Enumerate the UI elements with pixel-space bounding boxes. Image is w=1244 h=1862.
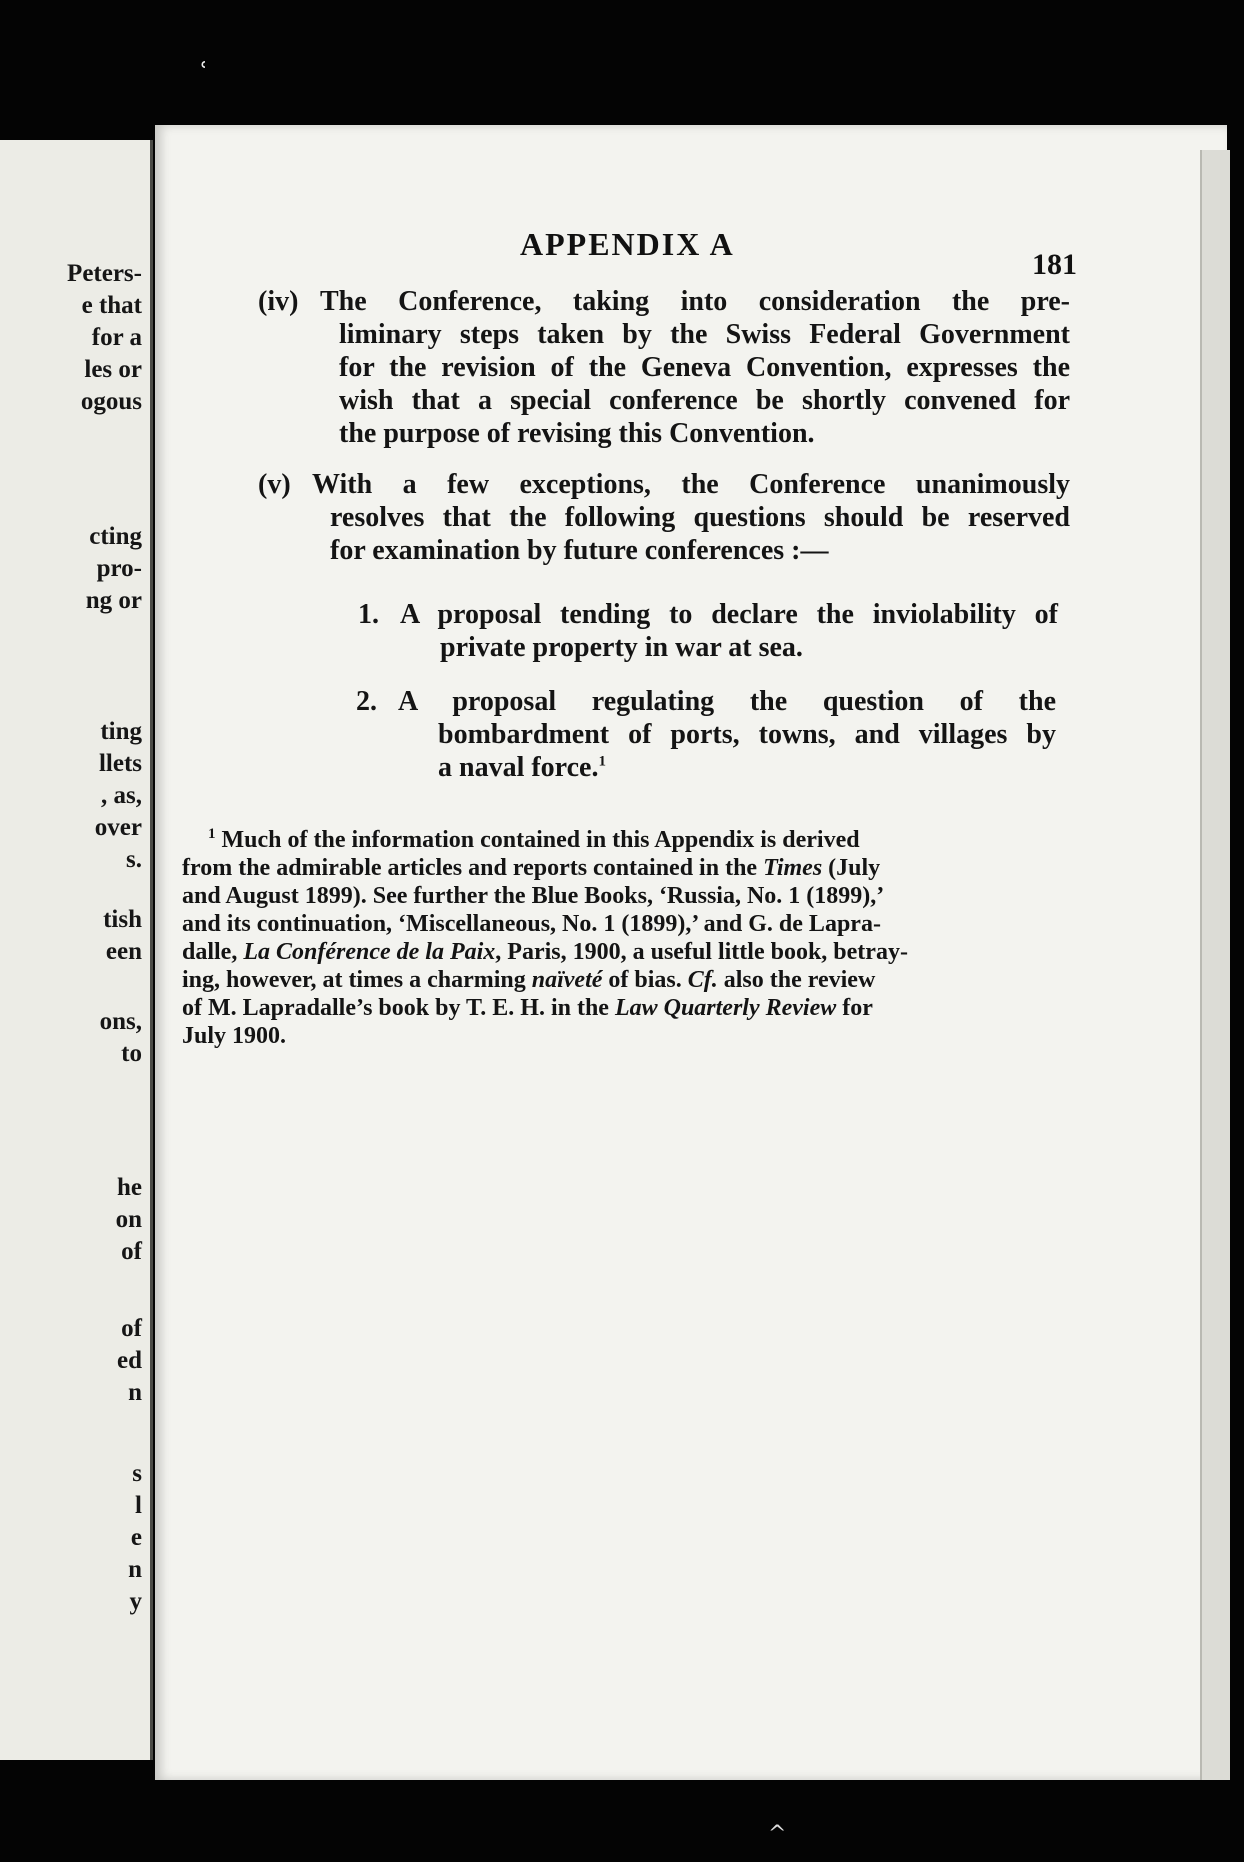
footnote-line: and August 1899). See further the Blue Books, ‘Russia, No. 1 (1899),’ — [182, 883, 885, 909]
text-line: With a few exceptions, the Conference unanimously — [312, 469, 1070, 500]
footnote-reference: 1 — [598, 753, 606, 770]
footnote-line — [182, 994, 1048, 1022]
footnote-text: for — [842, 995, 873, 1021]
left-page-line: n — [128, 1556, 142, 1583]
left-page-line: on — [115, 1206, 142, 1233]
footnote-text: dalle, — [182, 939, 238, 965]
left-page-line: s — [132, 1460, 142, 1487]
left-page-line: s. — [126, 846, 142, 873]
left-page-line: y — [129, 1588, 142, 1615]
left-page-line: he — [117, 1174, 142, 1201]
text-line: for the revision of the Geneva Convention, expresses the — [339, 352, 1070, 383]
footnote-line — [182, 854, 1048, 882]
left-page-line: pro- — [96, 555, 142, 582]
text-line: bombardment of ports, towns, and villages by — [438, 719, 1056, 750]
footnote-text: of bias. — [608, 967, 682, 993]
left-page-line: ting — [100, 718, 142, 745]
footnote — [182, 826, 1048, 1050]
previous-page-strip — [0, 140, 153, 1760]
text-line: A proposal regulating the question of the — [398, 686, 1056, 717]
text-line: resolves that the following questions should be reserved — [330, 502, 1070, 533]
footnote-text: also the review — [723, 967, 876, 993]
footnote-text: , Paris, 1900, a useful little book, betray- — [495, 939, 908, 965]
text-line: private property in war at sea. — [440, 632, 803, 663]
list-item-number: 2. — [356, 686, 377, 717]
left-page-line: ng or — [85, 587, 142, 614]
left-page-line: ed — [117, 1347, 142, 1374]
left-page-line: of — [121, 1315, 142, 1342]
footnote-line — [182, 966, 1048, 994]
paragraph-label: (v) — [258, 469, 291, 500]
footnote-italic: Times — [763, 855, 823, 881]
text-line: liminary steps taken by the Swiss Federal Government — [339, 319, 1070, 350]
footnote-text: (July — [828, 855, 881, 881]
footnote-text: from the admirable articles and reports contained in the — [182, 855, 758, 881]
paragraph-label: (iv) — [258, 286, 299, 317]
footnote-italic: La Conférence de la Paix — [243, 939, 496, 965]
left-page-line: tish — [103, 906, 142, 933]
left-page-line: llets — [98, 750, 142, 777]
text-line-content: a naval force. — [438, 752, 599, 783]
footnote-text: ing, however, at times a charming — [182, 967, 526, 993]
text-line: The Conference, taking into consideration the pre- — [320, 286, 1070, 317]
left-page-line: , as, — [101, 782, 142, 809]
left-page-line: over — [94, 814, 142, 841]
left-page-line: les or — [84, 356, 142, 383]
left-page-line: e that — [81, 292, 142, 319]
footnote-line — [182, 938, 1048, 966]
text-line: the purpose of revising this Convention. — [339, 418, 815, 449]
footnote-line: July 1900. — [182, 1023, 287, 1049]
footnote-text: of M. Lapradalle’s book by T. E. H. in the — [182, 995, 609, 1021]
scan-artifact-mark: ^ — [768, 1822, 787, 1847]
text-line: for examination by future conferences :— — [330, 535, 829, 566]
text-line — [356, 751, 1056, 784]
list-item-number: 1. — [358, 599, 379, 630]
left-page-line: e — [130, 1524, 142, 1551]
text-line: A proposal tending to declare the inviolability of — [400, 599, 1058, 630]
left-page-line: to — [121, 1040, 142, 1067]
left-page-line: ogous — [80, 388, 142, 415]
footnote-italic: naïveté — [531, 967, 603, 993]
running-header-title: APPENDIX A — [520, 226, 735, 262]
footnote-line — [182, 826, 1048, 854]
scan-artifact-mark: ʿ — [200, 58, 208, 88]
left-page-line: for a — [91, 324, 142, 351]
footnote-line: and its continuation, ‘Miscellaneous, No. 1 (1899),’ and G. de Lapra- — [182, 911, 881, 937]
left-page-line: of — [121, 1238, 142, 1265]
left-page-line: een — [105, 938, 142, 965]
left-page-line: Peters- — [67, 260, 142, 287]
page-edge — [1200, 150, 1230, 1780]
left-page-line: n — [128, 1379, 142, 1406]
footnote-marker: 1 — [208, 826, 216, 842]
left-page-line: cting — [89, 523, 142, 550]
left-page-line: l — [135, 1492, 142, 1519]
footnote-italic: Cf. — [687, 967, 718, 993]
footnote-text: Much of the information contained in this Appendix is derived — [221, 827, 860, 853]
page-number: 181 — [1032, 248, 1077, 281]
left-page-line: ons, — [99, 1008, 142, 1035]
text-line: wish that a special conference be shortly convened for — [339, 385, 1070, 416]
footnote-italic: Law Quarterly Review — [614, 995, 837, 1021]
